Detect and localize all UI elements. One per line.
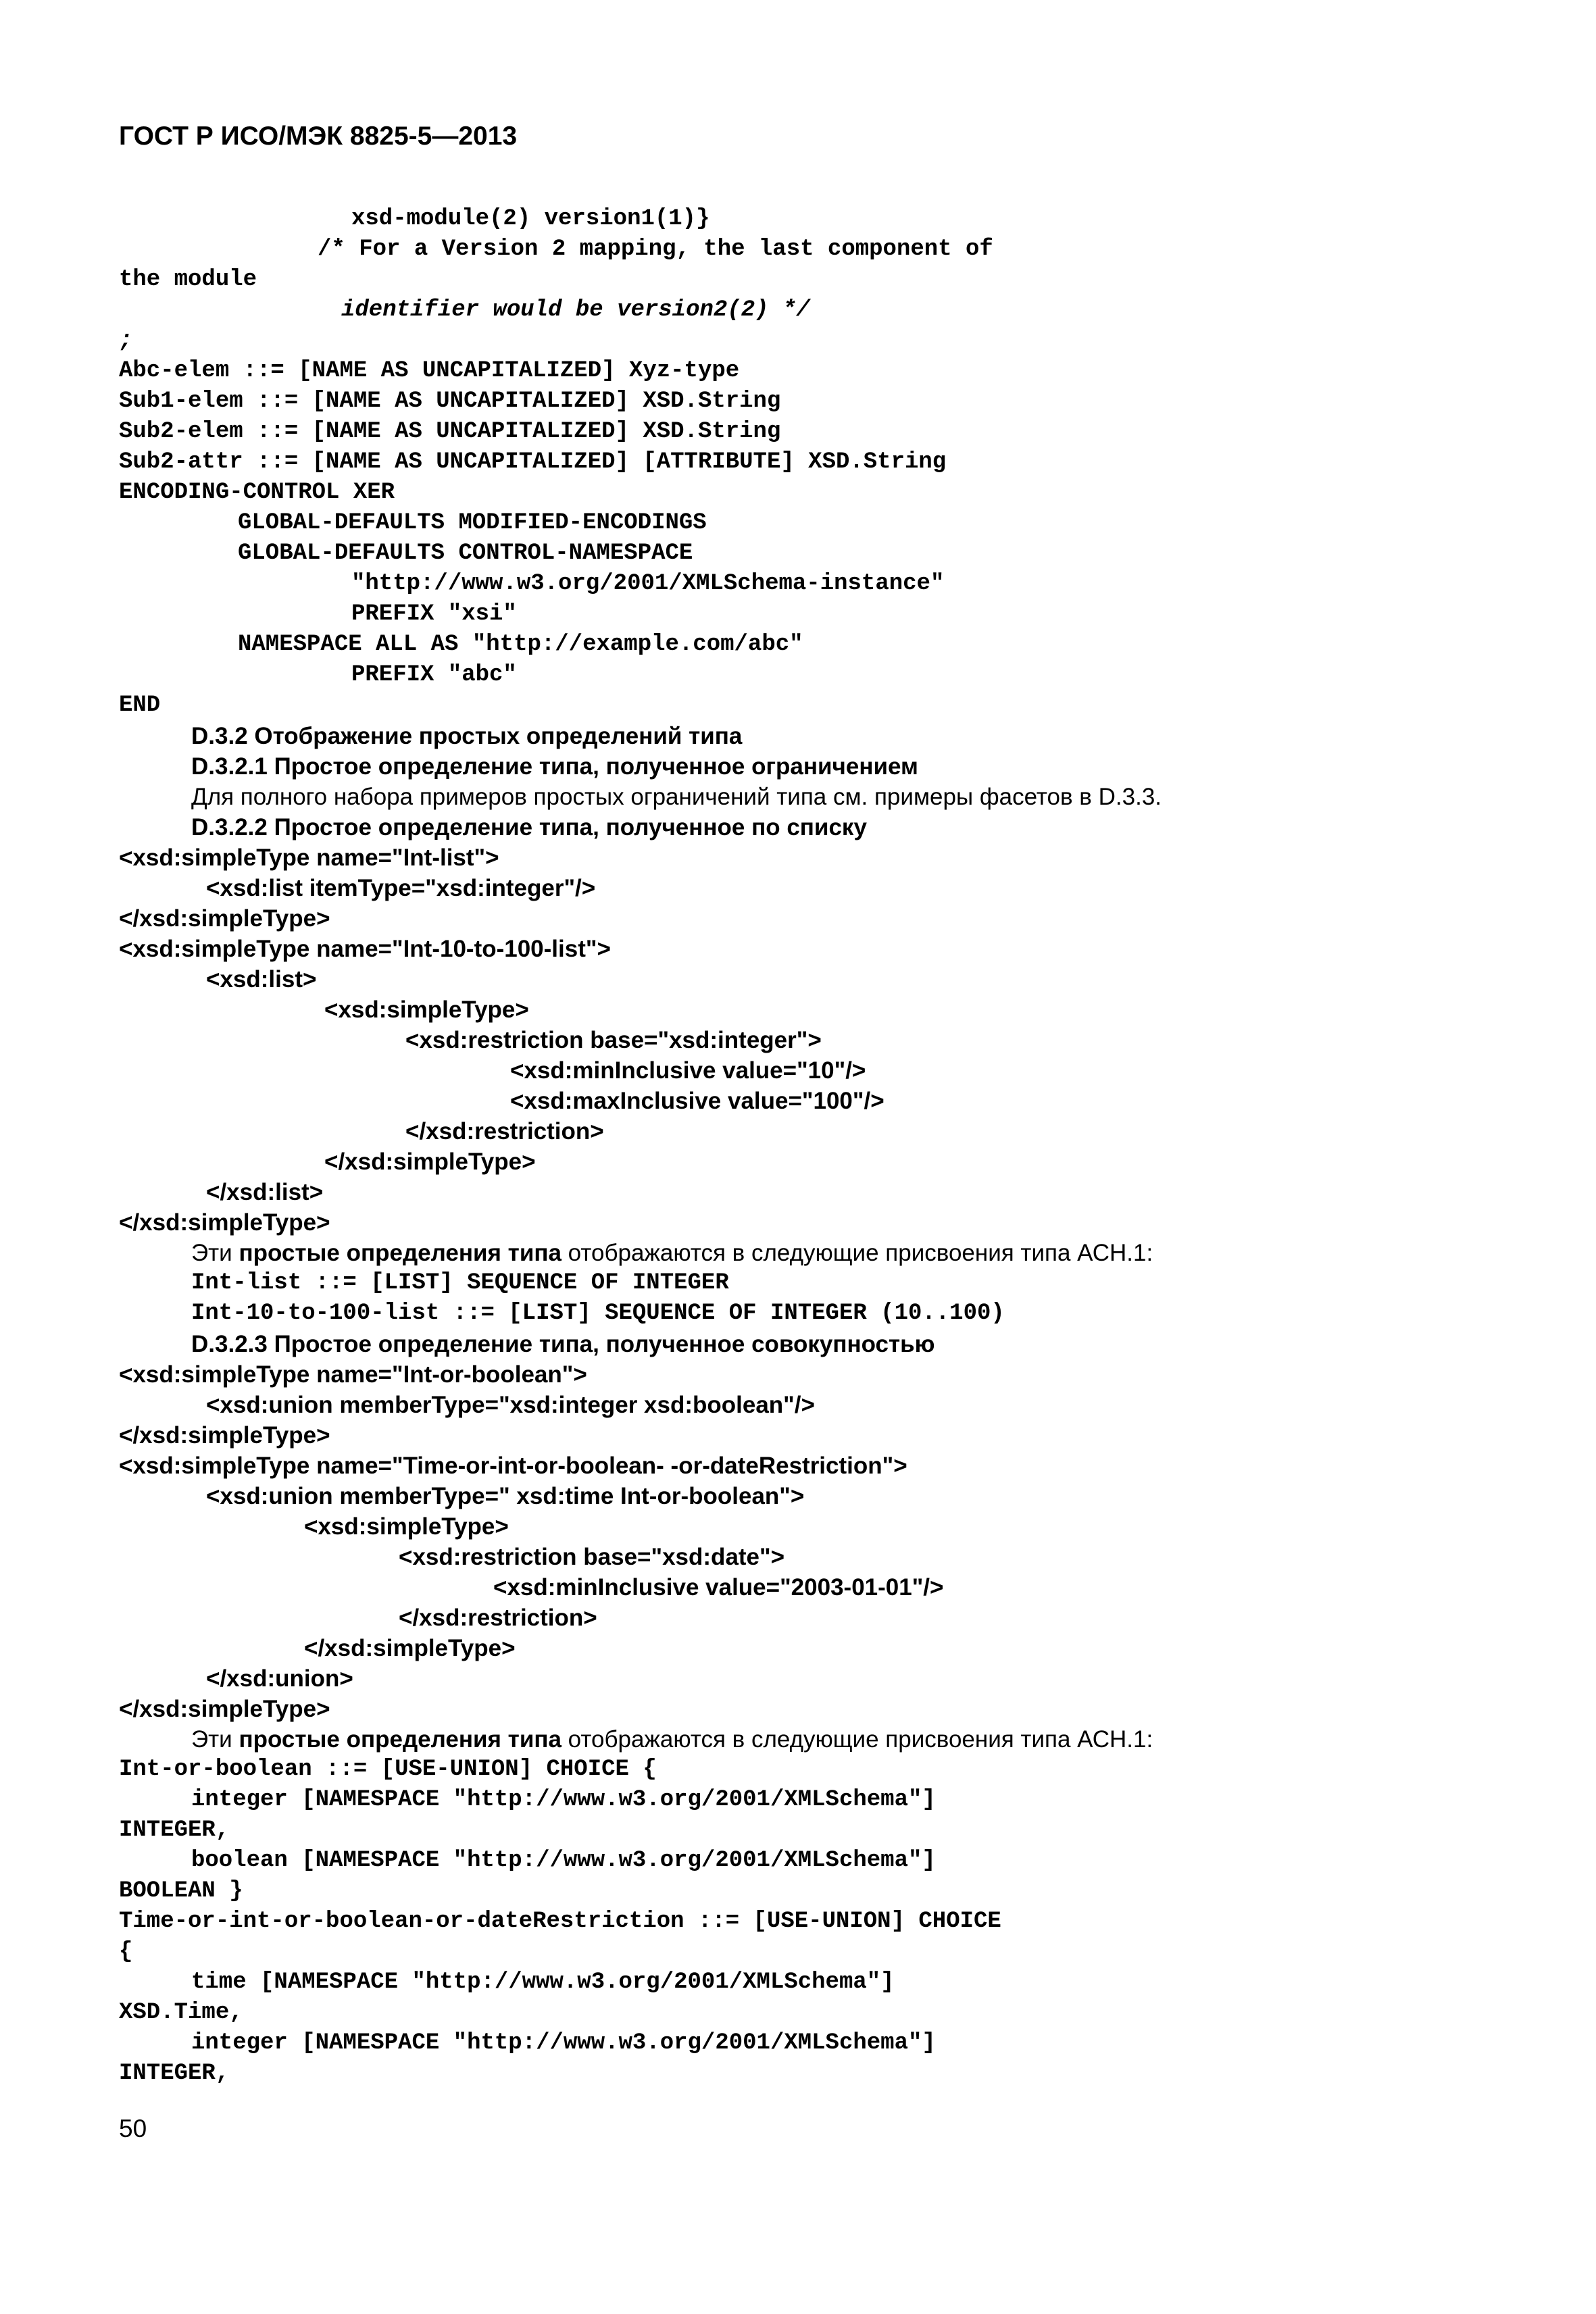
xml-line: </xsd:simpleType> [119,1696,330,1722]
code-line: GLOBAL-DEFAULTS CONTROL-NAMESPACE [238,540,693,566]
xml-line: </xsd:simpleType> [119,905,330,932]
xml-line: <xsd:union memberType=" xsd:time Int-or-boolean"> [206,1483,805,1509]
code-line: PREFIX "xsi" [351,601,517,627]
paragraph: Для полного набора примеров простых ограничений типа см. примеры фасетов в D.3.3. [191,784,1162,810]
code-comment: identifier would be version2(2) */ [341,297,810,323]
section-heading: D.3.2.3 Простое определение типа, полученное совокупностью [191,1331,935,1357]
code-line: "http://www.w3.org/2001/XMLSchema-instance" [351,571,945,597]
xml-line: <xsd:simpleType name="Int-or-boolean"> [119,1361,587,1388]
paragraph [191,1728,1153,1751]
page-number: 50 [119,2115,147,2142]
code-comment: /* For a Version 2 mapping, the last component of [318,236,993,262]
code-line: { [119,1939,133,1965]
code-line: PREFIX "abc" [351,662,517,688]
code-line: INTEGER, [119,2061,230,2086]
code-line: GLOBAL-DEFAULTS MODIFIED-ENCODINGS [238,510,707,536]
code-line: Sub2-attr ::= [NAME AS UNCAPITALIZED] [ATTRIBUTE] XSD.String [119,449,947,475]
code-line: time [NAMESPACE "http://www.w3.org/2001/XMLSchema"] [191,1969,895,1995]
xml-line: <xsd:minInclusive value="10"/> [510,1057,866,1084]
code-comment: the module [119,267,257,293]
code-line: END [119,693,161,718]
xml-line: </xsd:restriction> [405,1118,604,1145]
paragraph-text: Эти [191,1240,239,1266]
xml-line: </xsd:simpleType> [324,1149,536,1175]
xml-line: </xsd:simpleType> [119,1422,330,1449]
code-line: Time-or-int-or-boolean-or-dateRestriction ::= [USE-UNION] CHOICE [119,1909,1001,1934]
emphasis-text: простые определения типа [239,1726,562,1753]
xml-line: <xsd:minInclusive value="2003-01-01"/> [493,1574,944,1601]
xml-line: </xsd:restriction> [399,1605,597,1631]
xml-line: <xsd:maxInclusive value="100"/> [510,1088,884,1114]
xml-line: </xsd:simpleType> [119,1209,330,1236]
code-line: INTEGER, [119,1817,230,1843]
code-line: Int-or-boolean ::= [USE-UNION] CHOICE { [119,1757,657,1782]
paragraph-text: Эти [191,1726,239,1753]
emphasis-text: простые определения типа [239,1240,562,1266]
section-heading: D.3.2 Отображение простых определений типа [191,723,743,749]
code-line: integer [NAMESPACE "http://www.w3.org/2001/XMLSchema"] [191,2030,936,2056]
xml-line: <xsd:list> [206,966,317,992]
paragraph [191,1241,1153,1265]
code-line: Abc-elem ::= [NAME AS UNCAPITALIZED] Xyz-type [119,358,740,384]
xml-line: <xsd:union memberType="xsd:integer xsd:boolean"/> [206,1392,815,1418]
xml-line: </xsd:list> [206,1179,324,1205]
xml-line: <xsd:restriction base="xsd:date"> [399,1544,785,1570]
code-line: NAMESPACE ALL AS "http://example.com/abc" [238,632,803,657]
code-line: integer [NAMESPACE "http://www.w3.org/2001/XMLSchema"] [191,1787,936,1813]
code-line: xsd-module(2) version1(1)} [351,206,710,232]
code-line: XSD.Time, [119,2000,243,2026]
xml-line: <xsd:simpleType name="Int-list"> [119,845,499,871]
code-line: Sub1-elem ::= [NAME AS UNCAPITALIZED] XSD.String [119,388,781,414]
paragraph-text: отображаются в следующие присвоения типа АСН.1: [561,1726,1153,1753]
code-line: boolean [NAMESPACE "http://www.w3.org/2001/XMLSchema"] [191,1848,936,1873]
section-heading: D.3.2.2 Простое определение типа, полученное по списку [191,814,867,840]
code-line: Sub2-elem ::= [NAME AS UNCAPITALIZED] XSD.String [119,419,781,445]
xml-line: <xsd:simpleType> [324,997,529,1023]
paragraph-text: отображаются в следующие присвоения типа АСН.1: [561,1240,1153,1266]
xml-line: <xsd:list itemType="xsd:integer"/> [206,875,596,901]
xml-line: <xsd:simpleType> [304,1513,509,1540]
code-line: ; [119,328,133,353]
code-line: BOOLEAN } [119,1878,243,1904]
xml-line: <xsd:simpleType name="Int-10-to-100-list"> [119,936,611,962]
document-header: ГОСТ Р ИСО/МЭК 8825-5—2013 [119,122,518,151]
xml-line: </xsd:simpleType> [304,1635,516,1661]
section-heading: D.3.2.1 Простое определение типа, полученное ограничением [191,753,918,780]
xml-line: <xsd:restriction base="xsd:integer"> [405,1027,822,1053]
code-line: ENCODING-CONTROL XER [119,480,395,505]
xml-line: <xsd:simpleType name="Time-or-int-or-boolean- -or-dateRestriction"> [119,1453,907,1479]
code-line: Int-10-to-100-list ::= [LIST] SEQUENCE OF INTEGER (10..100) [191,1301,1005,1326]
code-line: Int-list ::= [LIST] SEQUENCE OF INTEGER [191,1270,729,1296]
xml-line: </xsd:union> [206,1665,353,1692]
